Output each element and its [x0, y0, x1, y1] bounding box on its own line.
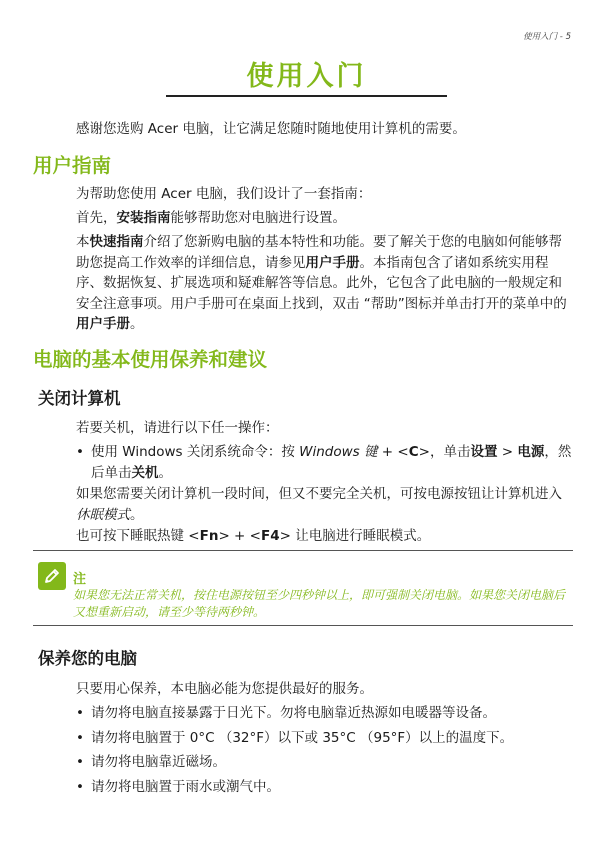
bullet-dot: • — [76, 444, 84, 460]
bullet-text: 请勿将电脑直接暴露于日光下。勿将电脑靠近热源如电暖器等设备。 — [91, 705, 496, 721]
bullet-text: 请勿将电脑置于 0°C （32°F）以下或 35°C （95°F）以上的温度下。 — [91, 729, 514, 746]
bullet-text-i: ，然后单击 — [91, 444, 572, 481]
note-title: 注 — [73, 572, 87, 587]
bullet-text-e: >，单击 — [418, 444, 471, 460]
shutdown-paragraph-1: 若要关机，请进行以下任一操作： — [76, 420, 279, 436]
guide-p3-text-c: 介绍了您新购电脑的基本特性和功能。要了解关于您的电脑如何能够帮助您提高工作效率的详细信息，请参见 — [76, 234, 562, 271]
quick-guide-term: 快速指南 — [89, 234, 144, 250]
shutdown-paragraph-2 — [76, 484, 572, 525]
protect-paragraph-1: 只要用心保养，本电脑必能为您提供最好的服务。 — [76, 681, 373, 697]
hibernate-mode-term: 休眠模式 — [76, 506, 130, 523]
guide-paragraph-1: 为帮助您使用 Acer 电脑，我们设计了一套指南： — [76, 186, 372, 202]
guide-paragraph-2 — [76, 208, 572, 229]
bullet-dot: • — [76, 754, 84, 770]
windows-key-term: Windows 键 — [299, 444, 378, 460]
list-item — [76, 442, 576, 483]
list-item — [76, 777, 576, 798]
bullet-dot: • — [76, 705, 84, 721]
guide-paragraph-3 — [76, 232, 572, 335]
bullet-text-k: 。 — [158, 464, 172, 481]
intro-paragraph: 感谢您选购 Acer 电脑，让它满足您随时随地使用计算机的需要。 — [76, 121, 466, 137]
bullet-text-g: > — [497, 444, 518, 460]
page-header-label: 使用入门 - 5 — [523, 32, 571, 42]
bullet-text-c: + < — [377, 444, 409, 460]
user-manual-term: 用户手册 — [305, 254, 360, 271]
fn-key-term: Fn — [199, 528, 219, 544]
shutdown-term: 关机 — [131, 464, 159, 481]
note-box — [33, 550, 573, 626]
pencil-icon — [38, 562, 66, 590]
bullet-text: 请勿将电脑置于雨水或潮气中。 — [91, 778, 280, 795]
shutdown-p2-text-a: 如果您需要关闭计算机一段时间，但又不要完全关机，可按电源按钮让计算机进入 — [76, 486, 562, 502]
f4-key-term: F4 — [260, 528, 280, 544]
user-manual-term-2: 用户手册 — [76, 316, 130, 332]
power-term: 电源 — [517, 444, 545, 460]
shutdown-p3-text-c: > + < — [218, 528, 261, 544]
bullet-dot: • — [76, 729, 84, 746]
bullet-text: 请勿将电脑靠近磁场。 — [91, 754, 226, 770]
guide-p3-text-g: 。 — [130, 316, 144, 332]
page-title: 使用入门 — [246, 61, 367, 92]
subheading-shutdown: 关闭计算机 — [38, 389, 121, 408]
title-underline — [166, 95, 447, 97]
section-heading-care: 电脑的基本使用保养和建议 — [33, 348, 268, 371]
guide-p3-text-e: 。本指南包含了诸如系统实用程序、数据恢复、扩展选项和疑难解答等信息。此外，它包含了此电脑的一般规定和安全注意事项。用户手册可在桌面上找到，双击 “帮助”图标并单击打开的菜单中的 — [76, 254, 567, 312]
shutdown-paragraph-3 — [76, 526, 572, 547]
guide-p3-text-a: 本 — [76, 234, 90, 250]
shutdown-p2-text-c: 。 — [130, 506, 144, 523]
bullet-text-a: 使用 Windows 关闭系统命令：按 — [91, 444, 300, 460]
list-item — [76, 752, 576, 773]
shutdown-bullet-list — [76, 442, 576, 487]
section-heading-user-guide: 用户指南 — [33, 154, 112, 177]
subheading-protect: 保养您的电脑 — [38, 649, 137, 668]
c-key-term: C — [408, 444, 419, 460]
guide-p2-text-a: 首先， — [76, 210, 117, 226]
shutdown-p3-text-e: > 让电脑进行睡眠模式。 — [279, 528, 431, 544]
protect-bullet-list — [76, 703, 576, 801]
guide-p2-text-c: 能够帮助您对电脑进行设置。 — [170, 210, 346, 226]
list-item — [76, 728, 576, 749]
list-item — [76, 703, 576, 724]
bullet-dot: • — [76, 778, 84, 795]
shutdown-p3-text-a: 也可按下睡眠热键 < — [76, 528, 200, 544]
note-text: 如果您无法正常关机，按住电源按钮至少四秒钟以上，即可强制关闭电脑。如果您关闭电脑后又想重新启动，请至少等待两秒钟。 — [73, 588, 566, 619]
setup-guide-term: 安装指南 — [116, 210, 171, 226]
settings-term: 设置 — [470, 444, 498, 460]
